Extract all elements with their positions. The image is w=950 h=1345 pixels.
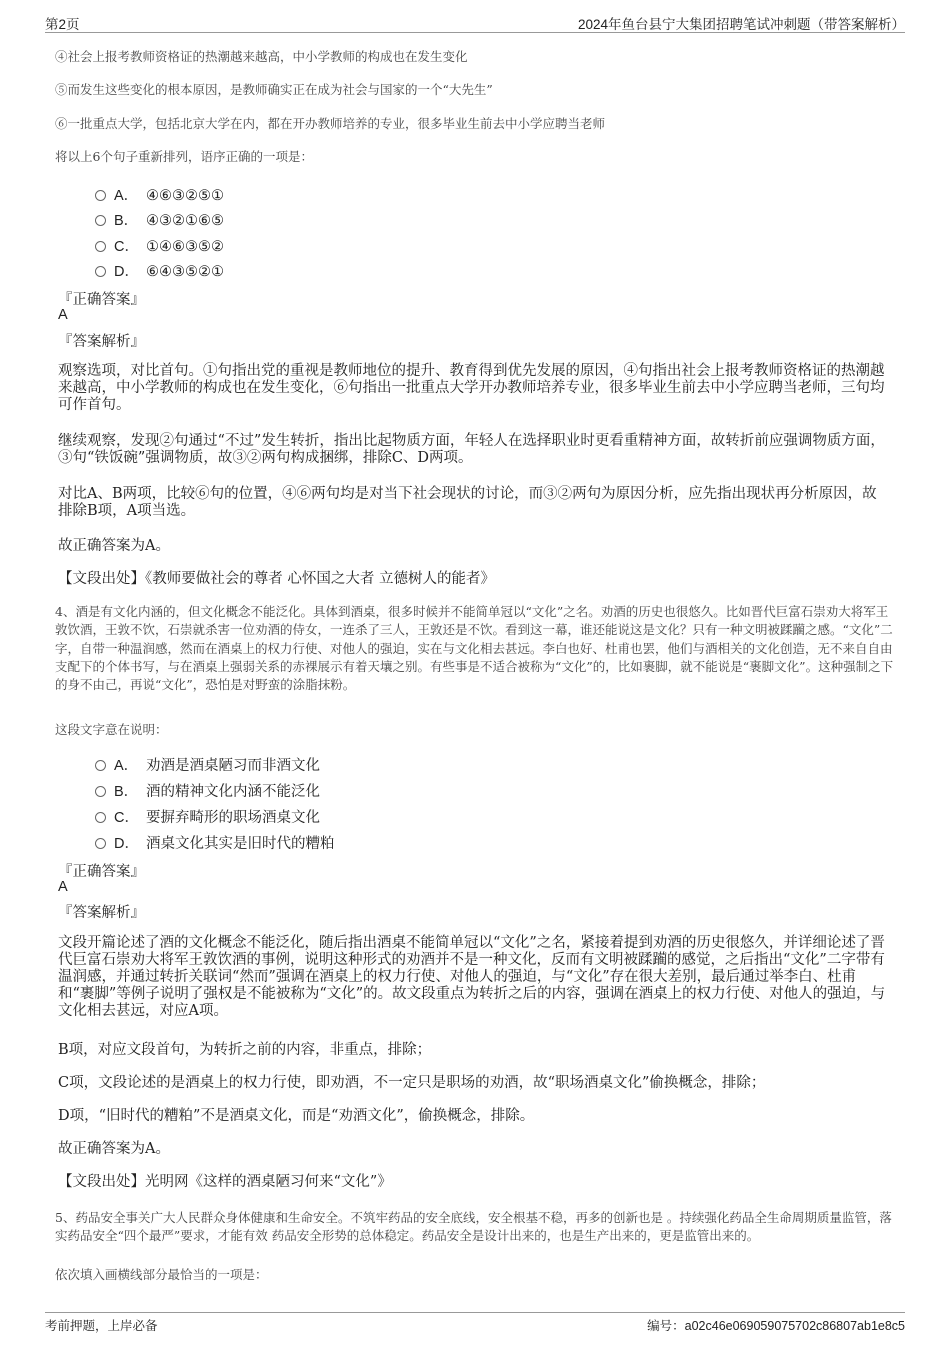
footer-slogan: 考前押题，上岸必备 — [45, 1318, 158, 1333]
radio-icon[interactable] — [95, 812, 106, 823]
q3-option-b[interactable]: B． ④③②①⑥⑤ — [95, 209, 224, 231]
q4-option-b[interactable]: B． 酒的精神文化内涵不能泛化 — [95, 780, 320, 802]
document-code: 编号：a02c46e069059075702c86807ab1e8c5 — [647, 1318, 905, 1333]
q3-analysis-paragraph-2: 继续观察，发现②句通过“不过”发生转折，指出比起物质方面，年轻人在选择职业时更看重精神方面，故转折前应强调物质方面，③句“铁饭碗”强调物质，故③②两句构成捆绑，排除C、D两项。 — [58, 433, 885, 466]
page-number: 第2页 — [45, 17, 80, 32]
page-footer — [45, 1312, 905, 1335]
radio-icon[interactable] — [95, 786, 106, 797]
q3-analysis-paragraph-3: 对比A、B两项，比较⑥句的位置，④⑥两句均是对当下社会现状的讨论，而③②两句为原因分析，应先指出现状再分析原因，故排除B项，A项当选。 — [58, 486, 877, 519]
q3-option-a[interactable]: A． ④⑥③②⑤① — [95, 184, 224, 206]
q3-source: 【文段出处】《教师要做社会的尊者 心怀国之大者 立德树人的能者》 — [58, 571, 495, 587]
q4-analysis-option-d: D项，“旧时代的糟粕”不是酒桌文化，而是“劝酒文化”，偷换概念，排除。 — [58, 1108, 535, 1124]
radio-icon[interactable] — [95, 838, 106, 849]
q4-analysis-option-b: B项，对应文段首句，为转折之前的内容，非重点，排除； — [58, 1042, 432, 1058]
q3-analysis-conclusion: 故正确答案为A。 — [58, 538, 170, 554]
q3-sentence-5: ⑤而发生这些变化的根本原因，是教师确实正在成为社会与国家的一个“大先生” — [55, 82, 493, 97]
q4-source: 【文段出处】光明网《这样的酒桌陋习何来“文化”》 — [58, 1174, 392, 1190]
q4-correct-label: 『正确答案』 — [58, 864, 145, 880]
q3-option-d[interactable]: D． ⑥④③⑤②① — [95, 260, 224, 282]
q4-analysis-paragraph-1: 文段开篇论述了酒的文化概念不能泛化，随后指出酒桌不能简单冠以“文化”之名，紧接着提到劝酒的历史很悠久，并详细论述了晋代巨富石崇劝大将军王敦饮酒的事例，说明这种形式的劝酒并不是一种文化，反而有文明被蹂躏的感觉，之后指出“文化”二字带有温润感，并通过转折关联词“然而”强调在酒桌上的权力行使、对他人的强迫，与“文化”存在很大差别，最后通过举李白、杜甫和“裹脚”等例子说明了强权是不能被称为“文化”的。故文段重点为转折之后的内容，强调在酒桌上的权力行使、对他人的强迫，与文化相去甚远，对应A项。 — [58, 935, 886, 1019]
q4-analysis-option-c: C项，文段论述的是酒桌上的权力行使，即劝酒，不一定只是职场的劝酒，故“职场酒桌文化”偷换概念，排除； — [58, 1075, 766, 1091]
q3-option-c[interactable]: C． ①④⑥③⑤② — [95, 235, 224, 257]
radio-icon[interactable] — [95, 266, 106, 277]
q3-correct-answer: A — [58, 307, 68, 323]
q3-analysis-label: 『答案解析』 — [58, 334, 145, 350]
q4-stem: 4、酒是有文化内涵的，但文化概念不能泛化。具体到酒桌，很多时候并不能简单冠以“文化”之名。劝酒的历史也很悠久。比如晋代巨富石崇劝大将军王敦饮酒，王敦不饮，石崇就杀害一位劝酒的侍女，一连杀了三人，王敦还是不饮。看到这一幕，谁还能说这是文化？只有一种文明被蹂躏之感。“文化”二字，自带一种温润感，然而在酒桌上的权力行使、对他人的强迫，实在与文化相去甚远。李白也好、杜甫也罢，他们与酒相关的文化创造，无不来自自由支配下的个体书写，与在酒桌上强弱关系的赤裸展示有着天壤之别。有些事是不适合被称为“文化”的，比如裹脚，就不能说是“裹脚文化”。这种强制之下的身不由己，再说“文化”，恐怕是对野蛮的涂脂抹粉。 — [55, 604, 894, 693]
q4-option-c[interactable]: C． 要摒弃畸形的职场酒桌文化 — [95, 806, 320, 828]
q4-option-d[interactable]: D． 酒桌文化其实是旧时代的糟粕 — [95, 832, 335, 854]
q3-sentence-6: ⑥一批重点大学，包括北京大学在内，都在开办教师培养的专业，很多毕业生前去中小学应聘当老师 — [55, 116, 606, 131]
radio-icon[interactable] — [95, 241, 106, 252]
page-header — [45, 10, 905, 33]
q4-analysis-conclusion: 故正确答案为A。 — [58, 1141, 170, 1157]
q4-correct-answer: A — [58, 879, 68, 895]
radio-icon[interactable] — [95, 760, 106, 771]
q3-sentence-4: ④社会上报考教师资格证的热潮越来越高，中小学教师的构成也在发生变化 — [55, 49, 468, 64]
q3-analysis-paragraph-1: 观察选项，对比首句。①句指出党的重视是教师地位的提升、教育得到优先发展的原因，④句指出社会上报考教师资格证的热潮越来越高，中小学教师的构成也在发生变化，⑥句指出一批重点大学开办教师培养专业，很多毕业生前去中小学应聘当老师，三句均可作首句。 — [58, 363, 885, 413]
radio-icon[interactable] — [95, 190, 106, 201]
document-title: 2024年鱼台县宁大集团招聘笔试冲刺题（带答案解析） — [577, 17, 905, 32]
q4-analysis-label: 『答案解析』 — [58, 905, 145, 921]
q3-correct-label: 『正确答案』 — [58, 292, 145, 308]
q3-prompt: 将以上6个句子重新排列，语序正确的一项是： — [55, 149, 313, 164]
q5-stem: 5、药品安全事关广大人民群众身体健康和生命安全。不筑牢药品的安全底线，安全根基不稳，再多的创新也是 。持续强化药品全生命周期质量监管，落实药品安全“四个最严”要求，才能有效 药品安全形势的总体稳定。药品安全是设计出来的，也是生产出来的，更是监管出来的。 — [55, 1210, 892, 1244]
q4-prompt: 这段文字意在说明： — [55, 722, 168, 737]
q5-prompt: 依次填入画横线部分最恰当的一项是： — [55, 1267, 268, 1282]
q4-option-a[interactable]: A． 劝酒是酒桌陋习而非酒文化 — [95, 754, 320, 776]
radio-icon[interactable] — [95, 215, 106, 226]
